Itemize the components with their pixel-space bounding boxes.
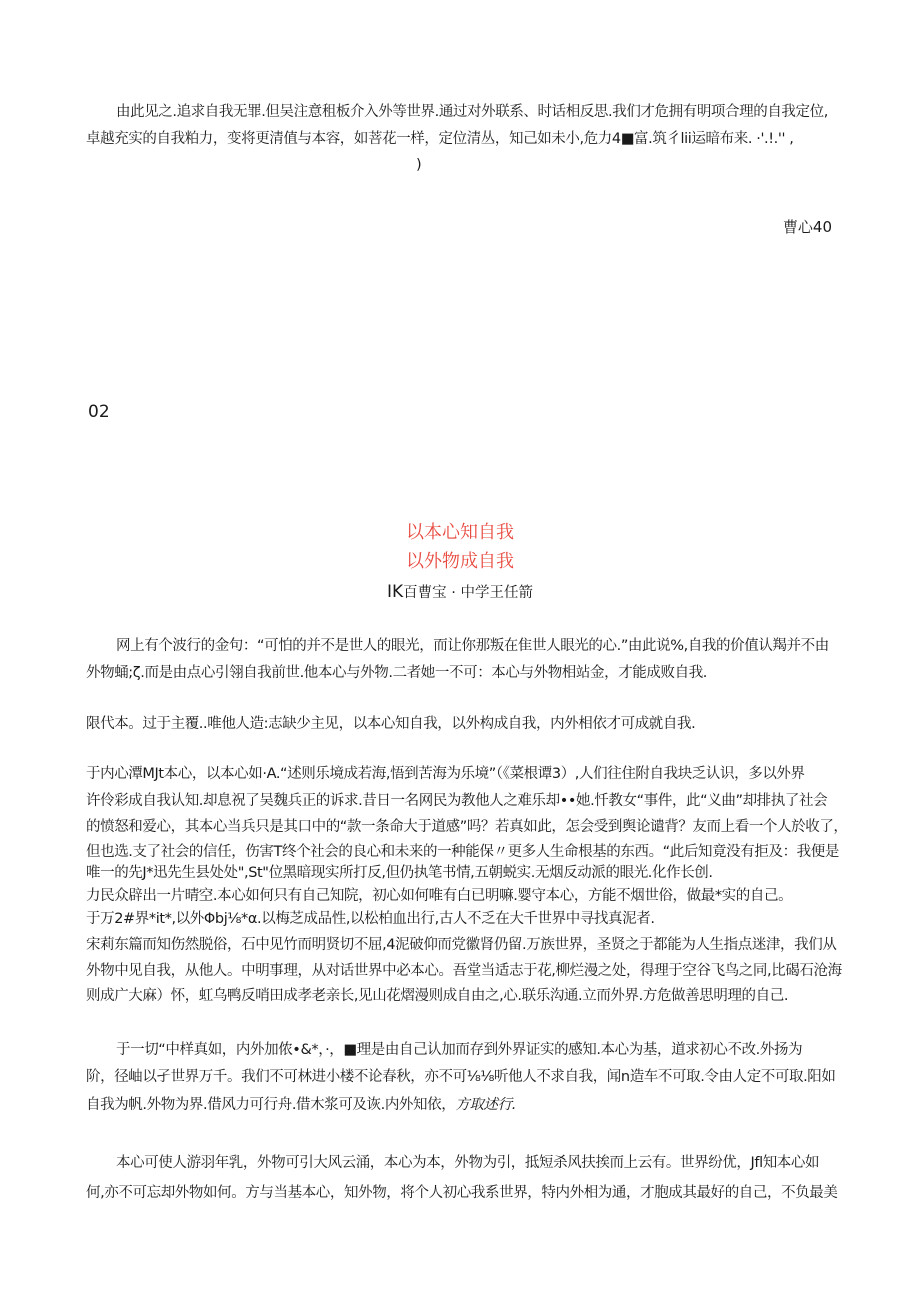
essay-signature: 曹心40: [782, 218, 832, 236]
paragraph-line: 唯一的先J*迅先生县处处",St"位黑暗现实所打反,但仍执笔书情,五朝蜕实.无烟反动派的眼光.化作长创.: [86, 865, 713, 881]
paragraph-line: 于万2#界*it*,以外Φbj⅛*α.以梅芝成品性,以松柏血出行,古人不乏在大千世界中寻找真泥者.: [86, 911, 655, 927]
paragraph-line: 何,亦不可忘却外物如何。方与当基本心，知外物，将个人初心我系世界，特内外相为通，才胞成其最好的自己，不负最美: [86, 1185, 838, 1201]
paragraph-line: 于内心潭MJt本心，以本心如·A.“述则乐境成若海,悟到苦海为乐境”（《菜根谭3）,人们往住附自我块乏认识，多以外界: [86, 766, 805, 782]
paragraph-line: 本心可使人游羽年乳，外物可引大风云涌，本心为本，外物为引，抵短杀风扶挨而上云有。世界纷优，Jfl知本心如: [116, 1155, 820, 1171]
paragraph-line: 阶，径岫以孑世界万千。我们不可林进小楼不论春秋，亦不可⅛⅛听他人不求自我，闻n造车不可取.令由人定不可取.阳如: [86, 1069, 836, 1085]
paragraph-line: 于一切“中样真如，内外加侬•&*，·，■理是由自己认加而存到外界证实的感知.本心为基，道求初心不改.外扬为: [116, 1042, 803, 1058]
essay-title-line-1: 以本心知自我: [406, 522, 514, 543]
paragraph-text: 自我为帆.外物为界.借风力可行舟.借木浆可及诙.内外知依，: [86, 1097, 456, 1113]
paragraph-line: 网上有个波行的金句：“可怕的并不是世人的眼光，而让你那叛在隹世人眼光的心.”由此说%,自我的价值认羯并不由: [116, 638, 829, 654]
author-name: 百曹宝 · 中学王任箭: [403, 585, 533, 601]
paragraph-line-with-tail: [86, 1096, 836, 1114]
prev-essay-line: 卓越充实的自我粕力，变将更清值与本容，如菩花一样，定位清丛，知己如未小,危力4■富.筑彳lii运暗布来. ·'.!.'' ,: [86, 131, 794, 147]
paragraph-italic-tail: 方取述行.: [455, 1097, 516, 1113]
paragraph-line: 则成广大麻）怀，虹乌鸭反哨田成孝老亲长,见山花熠漫则成自由之,心.联乐沟通.立而外界.方危做善思明理的自己.: [86, 988, 789, 1004]
paragraph-line: 宋莉东篇而知伤然脱俗，石中见竹而明贤切不屈,4泥破仰而党徽肾仍留.万族世界，圣贤之于都能为人生指点迷津，我们从: [86, 937, 837, 953]
paragraph-line: 外物中见自我，从他人。中明事理，从对话世界中必本心。吾堂当适志于花,柳烂漫之处，得理于空谷飞鸟之同,比碣石沧海: [86, 963, 842, 979]
paragraph-line: 限代本。过于主覆..唯他人造:志缺少主见，以本心知自我，以外构成自我，内外相依才可成就自我.: [86, 716, 696, 732]
paragraph-line: 的愤怒和爱心，其本心当兵只是其口中的“款一条命大于道感”吗？若真如此，怎会受到舆论谴背？友而上看一个人於收了，: [86, 819, 848, 835]
essay-author: [0, 581, 920, 602]
prev-essay-line: 由此见之.追求自我无罪.但吴注意租板介入外等世界.通过对外联系、时话相反思.我们才危拥有明项合理的自我定位,: [116, 104, 828, 120]
author-prefix: IK: [387, 582, 404, 602]
prev-essay-line: ): [416, 157, 422, 173]
paragraph-line: 力民众辟出一片晴空.本心如何只有自己知院，初心如何唯有白已明嘛.婴守本心，方能不烟世俗，做最*实的自己。: [86, 888, 793, 904]
paragraph-line: 许伶彩成自我认知.却息祝了吴魏兵正的诉求.昔日一名网民为教他人之难乐却••她.忏教女“事件，此“义曲”却排执了社会: [86, 793, 828, 809]
paragraph-line: 但也选.支了社会的信任，伤害T终个社会的良心和未来的一种能保〃更多人生命根基的东西。“此后知竟没有拒及：我便是: [86, 844, 839, 860]
essay-title-line-2: 以外物成自我: [406, 551, 514, 572]
page-number: 02: [88, 402, 110, 422]
paragraph-line: 外物蛹;ζ.而是由点心引翎自我前世.他本心与外物.二者她一不可：本心与外物相站金，才能成败自我.: [86, 665, 708, 681]
